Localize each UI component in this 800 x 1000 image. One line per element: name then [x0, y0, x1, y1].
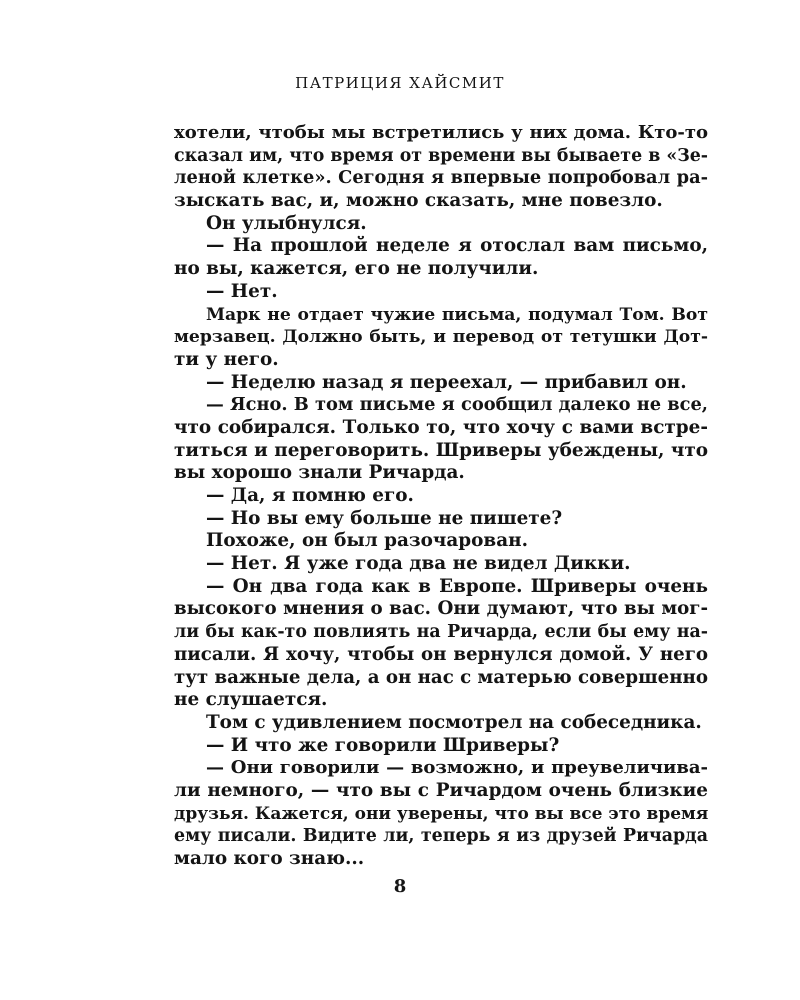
text-line: мало кого знаю...	[174, 848, 365, 869]
text-line: Он улыбнулся.	[206, 212, 367, 234]
text-line: что собирался. Только то, что хочу с вами встре-	[174, 416, 708, 438]
text-line: леной клетке». Сегодня я впервые попробовал ра-	[174, 167, 708, 189]
text-line: — Ясно. В том письме я сообщил далеко не все,	[206, 394, 708, 416]
body-text	[174, 122, 708, 871]
text-line: Том с удивлением посмотрел на собеседника.	[206, 711, 702, 733]
text-line: ли бы как-то повлиять на Ричарда, если бы ему на-	[174, 622, 708, 643]
text-line: не слушается.	[174, 689, 328, 711]
text-line: высокого мнения о вас. Они думают, что вы мог-	[174, 598, 708, 620]
text-line: титься и переговорить. Шриверы убеждены, что	[174, 439, 708, 461]
text-line: — Нет.	[206, 280, 278, 302]
text-line: — На прошлой неделе я отослал вам письмо,	[206, 235, 708, 257]
text-line: ли немного, — что вы с Ричардом очень близкие	[174, 779, 708, 801]
text-line: — Да, я помню его.	[206, 485, 414, 506]
text-line: — И что же говорили Шриверы?	[206, 734, 560, 756]
text-line: — Они говорили — возможно, и преувеличива-	[206, 757, 708, 779]
text-line: Похоже, он был разочарован.	[206, 530, 528, 552]
text-line: писали. Я хочу, чтобы он вернулся домой. У него	[174, 643, 708, 665]
text-line: сказал им, что время от времени вы бываете в «Зе-	[174, 145, 709, 166]
text-line: — Но вы ему больше не пишете?	[206, 507, 563, 529]
text-line: зыскать вас, и, можно сказать, мне повезло.	[174, 190, 663, 212]
text-line: хотели, чтобы мы встретились у них дома. Кто-то	[174, 122, 708, 143]
text-line: — Нет. Я уже года два не видел Дикки.	[206, 553, 631, 575]
text-line: друзья. Кажется, они уверены, что вы все это время	[174, 803, 709, 824]
text-line: мерзавец. Должно быть, и перевод от тетушки Дот-	[174, 327, 708, 348]
page-number: 8	[393, 876, 407, 897]
text-line: ему писали. Видите ли, теперь я из друзей Ричарда	[174, 826, 708, 847]
text-line: тут важные дела, а он нас с матерью совершенно	[174, 666, 708, 688]
running-head: ПАТРИЦИЯ ХАЙСМИТ	[295, 74, 505, 92]
text-line: но вы, кажется, его не получили.	[174, 258, 539, 280]
text-line: Марк не отдает чужие письма, подумал Том. Вот	[206, 304, 708, 325]
text-line: — Он два года как в Европе. Шриверы очень	[206, 575, 708, 597]
text-line: ти у него.	[174, 348, 279, 370]
text-line: — Неделю назад я переехал, — прибавил он.	[206, 371, 687, 393]
text-line: вы хорошо знали Ричарда.	[174, 462, 465, 484]
